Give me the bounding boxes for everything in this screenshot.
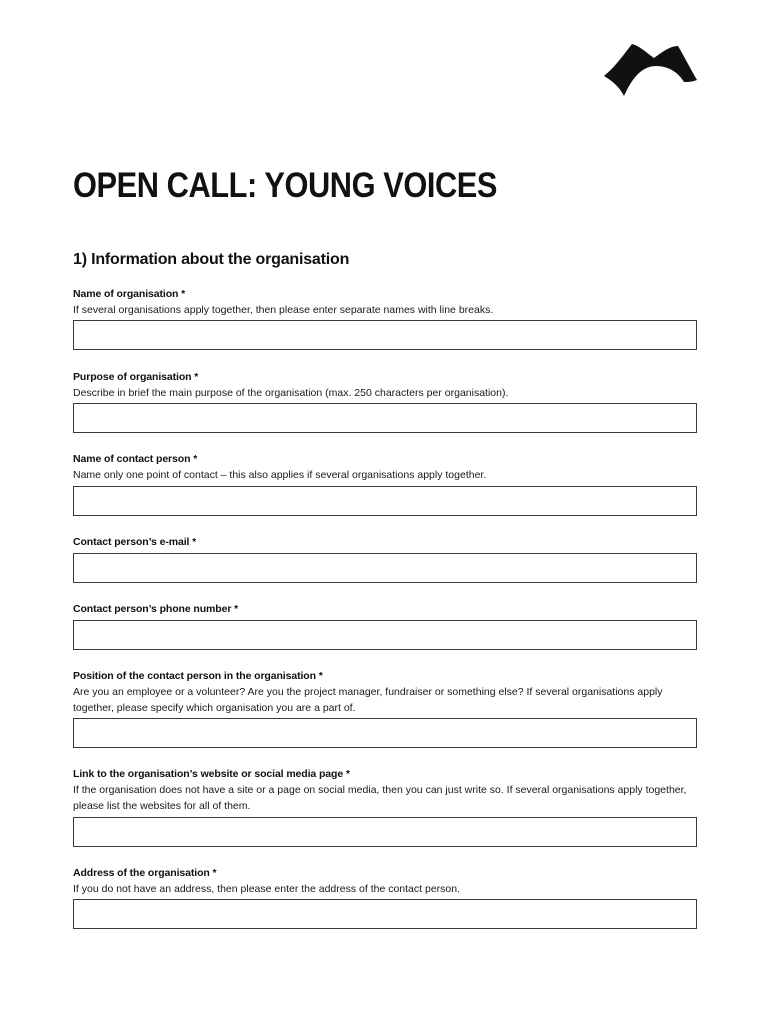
organisation-website-input[interactable] <box>73 817 697 847</box>
field-help-text: Are you an employee or a volunteer? Are you the project manager, fundraiser or something else? If several organisations apply together, please specify which organisation you are a part of. <box>73 686 663 714</box>
contact-phone-input[interactable] <box>73 620 697 650</box>
field-contact-position <box>73 669 697 716</box>
field-organisation-address <box>73 866 697 897</box>
field-label: Position of the contact person in the organisation * <box>73 670 323 682</box>
organisation-name-input[interactable] <box>73 320 697 350</box>
field-label: Name of contact person * <box>73 453 198 465</box>
arch-logo-icon <box>602 42 698 98</box>
organisation-address-input[interactable] <box>73 899 697 929</box>
contact-position-input[interactable] <box>73 718 697 748</box>
field-organisation-purpose <box>73 370 697 401</box>
field-help-text: Name only one point of contact – this also applies if several organisations apply together. <box>73 469 487 481</box>
field-organisation-website <box>73 767 697 814</box>
field-help-text: If the organisation does not have a site or a page on social media, then you can just write so. If several organisations apply together, please list the websites for all of them. <box>73 784 687 812</box>
field-label: Contact person’s e-mail * <box>73 536 197 548</box>
organisation-purpose-input[interactable] <box>73 403 697 433</box>
field-label: Name of organisation * <box>73 288 186 300</box>
section-heading: 1) Information about the organisation <box>73 251 350 268</box>
field-label: Address of the organisation * <box>73 867 217 879</box>
field-contact-person-name <box>73 452 697 483</box>
field-contact-email <box>73 535 697 550</box>
field-help-text: If you do not have an address, then please enter the address of the contact person. <box>73 883 461 895</box>
contact-email-input[interactable] <box>73 553 697 583</box>
field-help-text: Describe in brief the main purpose of the organisation (max. 250 characters per organisation). <box>73 387 509 399</box>
field-help-text: If several organisations apply together, then please enter separate names with line breaks. <box>73 304 494 316</box>
contact-person-name-input[interactable] <box>73 486 697 516</box>
field-label: Link to the organisation’s website or social media page * <box>73 768 350 780</box>
field-contact-phone <box>73 602 697 617</box>
page-title: OPEN CALL: YOUNG VOICES <box>73 166 497 205</box>
field-label: Purpose of organisation * <box>73 371 199 383</box>
field-organisation-name <box>73 287 697 318</box>
field-label: Contact person’s phone number * <box>73 603 239 615</box>
